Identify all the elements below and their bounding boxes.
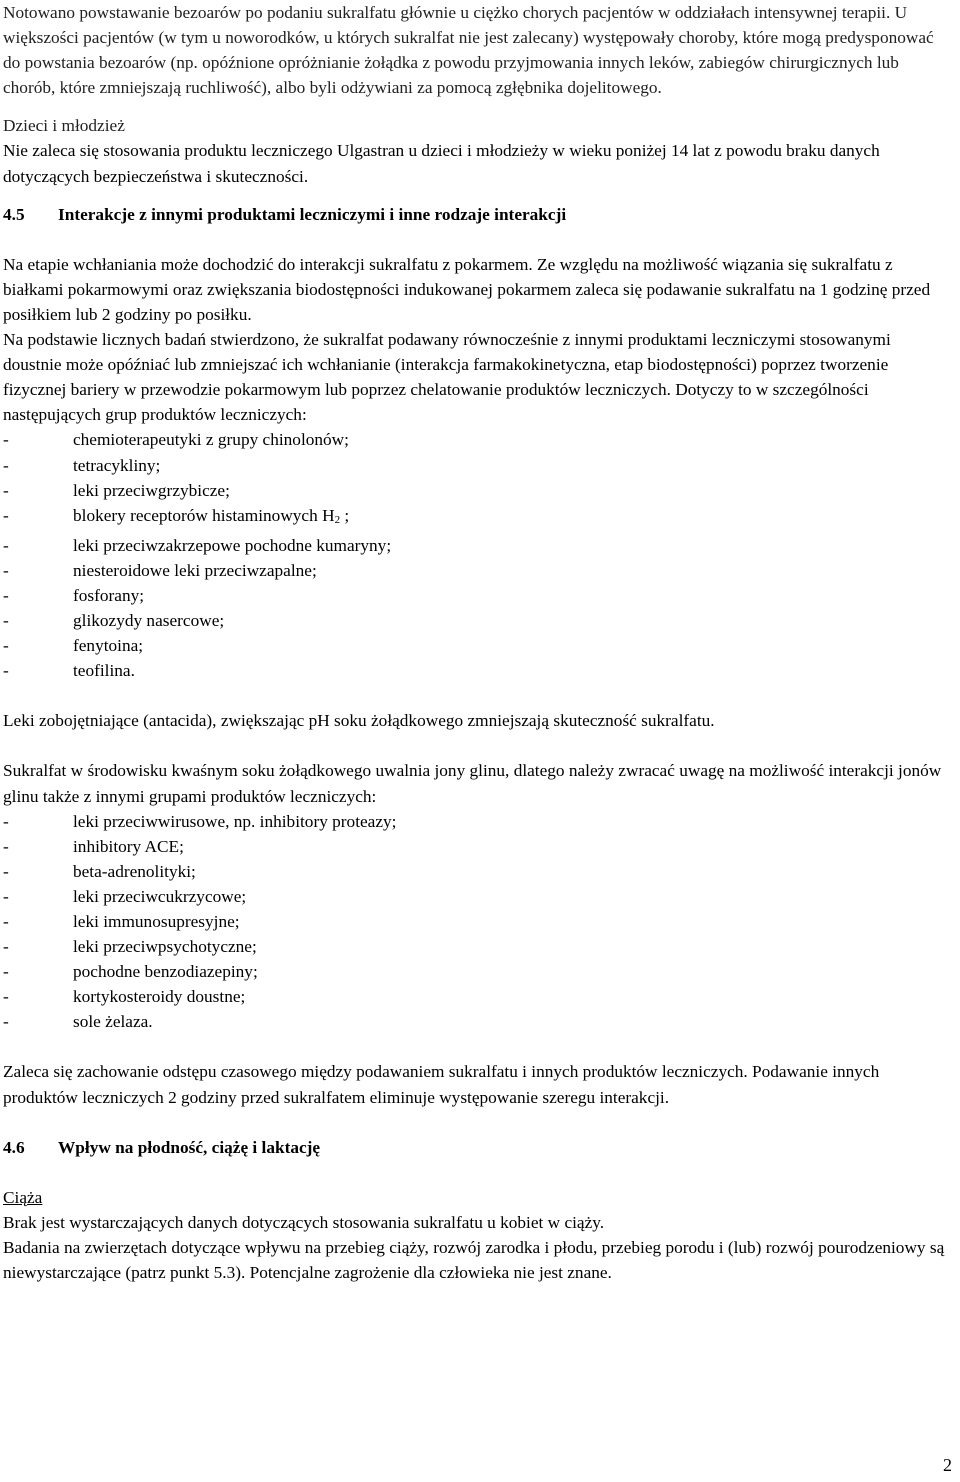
timing-paragraph: Zaleca się zachowanie odstępu czasowego między podawaniem sukralfatu i innych produktów leczniczych. Podawanie innych produktów leczniczych 2 godziny przed sukralfatem eliminuje występowanie szeregu interakcji. xyxy=(3,1062,880,1107)
interaction-drug-list xyxy=(3,427,948,683)
list-item: - inhibitory ACE; xyxy=(3,836,184,856)
list-item: - leki przeciwpsychotyczne; xyxy=(3,937,257,957)
list-item: - chemioterapeutyki z grupy chinolonów; xyxy=(3,430,349,450)
absorption-paragraph: Na podstawie licznych badań stwierdzono, że sukralfat podawany równocześnie z innymi produktami leczniczymi stosowanymi doustnie może opóźniać lub zmniejszać ich wchłanianie (interakcja farmakokinetyczna, etap biodostępności) poprzez tworzenie fizycznej bariery w przewodzie pokarmowym lub poprzez chelatowanie produktów leczniczych. Dotyczy to w szczególności następujących grup produktów leczniczych: xyxy=(3,330,891,425)
list-item: - fosforany; xyxy=(3,585,145,605)
list-item: - leki immunosupresyjne; xyxy=(3,912,240,931)
document-body xyxy=(3,0,948,1285)
list-item: - fenytoina; xyxy=(3,636,144,656)
list-item: - leki przeciwzakrzepowe pochodne kumaryny; xyxy=(3,535,392,555)
list-item: - pochodne benzodiazepiny; xyxy=(3,962,258,982)
section-number: 4.5 xyxy=(3,204,25,224)
list-item: - blokery receptorów histaminowych $H_2$ ; xyxy=(3,505,350,526)
list-item: - teofilina. xyxy=(3,661,135,681)
page-number: 2 xyxy=(943,1455,952,1475)
list-item: - tetracykliny; xyxy=(3,455,161,475)
list-item: - sole żelaza. xyxy=(3,1012,153,1032)
list-item: - beta-adrenolityki; xyxy=(3,861,196,881)
food-interaction-paragraph: Na etapie wchłaniania może dochodzić do interakcji sukralfatu z pokarmem. Ze względu na możliwość wiązania się sukralfatu z białkami pokarmowymi oraz zwiększania biodostępności indukowanej pokarmem zaleca się podawanie sukralfatu na 1 godzinę przed posiłkiem lub 2 godziny po posiłku. xyxy=(3,254,931,324)
animal-studies-paragraph: Badania na zwierzętach dotyczące wpływu na przebieg ciąży, rozwój zarodka i płodu, przebieg porodu i (lub) rozwój pourodzeniowy są niewystarczające (patrz punkt 5.3). Potencjalne zagrożenie dla człowieka nie jest znane. xyxy=(3,1237,945,1283)
section-title: Wpływ na płodność, ciążę i laktację xyxy=(58,1137,321,1157)
pregnancy-heading: Ciąża xyxy=(3,1187,43,1207)
list-item: - leki przeciwcukrzycowe; xyxy=(3,886,247,906)
section-4-5-heading xyxy=(3,202,948,227)
section-4-6-heading xyxy=(3,1135,948,1160)
section-number: 4.6 xyxy=(3,1137,25,1157)
list-item: - leki przeciwgrzybicze; xyxy=(3,480,230,500)
list-item: - glikozydy nasercowe; xyxy=(3,611,225,631)
pregnancy-paragraph: Brak jest wystarczających danych dotyczących stosowania sukralfatu u kobiet w ciąży. xyxy=(3,1212,605,1232)
list-item: - niesteroidowe leki przeciwzapalne; xyxy=(3,560,317,580)
children-paragraph: Nie zaleca się stosowania produktu leczniczego Ulgastran u dzieci i młodzieży w wieku poniżej 14 lat z powodu braku danych dotyczących bezpieczeństwa i skuteczności. xyxy=(3,141,880,186)
children-heading: Dzieci i młodzież xyxy=(3,116,125,136)
bezoar-paragraph: Notowano powstawanie bezoarów po podaniu sukralfatu głównie u ciężko chorych pacjentów w oddziałach intensywnej terapii. U większości pacjentów (w tym u noworodków, u których sukralfat nie jest zalecany) występowały choroby, które mogą predysponować do powstania bezoarów (np. opóźnione opróżnianie żołądka z powodu przyjmowania innych leków, zabiegów chirurgicznych lub chorób, które zmniejszają ruchliwość), albo byli odżywiani za pomocą zgłębnika dojelitowego. xyxy=(3,3,934,98)
aluminium-drug-list xyxy=(3,809,948,1035)
list-item: - leki przeciwwirusowe, np. inhibitory proteazy; xyxy=(3,811,397,831)
aluminium-paragraph: Sukralfat w środowisku kwaśnym soku żołądkowego uwalnia jony glinu, dlatego należy zwracać uwagę na możliwość interakcji jonów glinu także z innymi grupami produktów leczniczych: xyxy=(3,761,942,806)
section-title: Interakcje z innymi produktami leczniczymi i inne rodzaje interakcji xyxy=(58,204,567,224)
antacid-paragraph: Leki zobojętniające (antacida), zwiększając pH soku żołądkowego zmniejszają skuteczność sukralfatu. xyxy=(3,711,715,731)
list-item: - kortykosteroidy doustne; xyxy=(3,987,246,1007)
